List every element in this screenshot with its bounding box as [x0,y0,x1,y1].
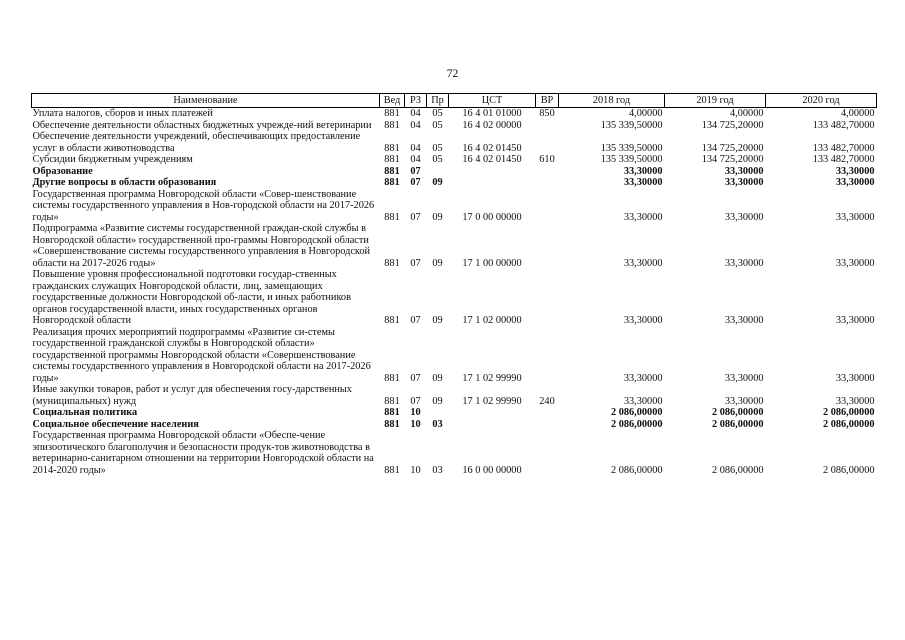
ved-cell: 881 [384,395,400,407]
table-row [32,131,877,154]
page-number: 72 [446,68,459,80]
ved-cell: 881 [384,142,400,154]
value-2019-cell: 33,30000 [724,257,764,269]
pr-cell: 03 [432,464,443,476]
value-2018-cell: 135 339,50000 [600,142,663,154]
cst-cell: 17 1 00 00000 [462,257,522,269]
value-2020-cell: 33,30000 [835,372,875,384]
pr-cell: 05 [432,108,443,119]
value-2019-cell: 33,30000 [724,315,764,326]
pr-cell [427,166,449,178]
ved-cell: 881 [384,211,400,223]
vr-cell [536,120,559,132]
value-2018-cell: 33,30000 [623,257,663,269]
pr-cell: 09 [432,177,443,188]
ved-cell: 881 [384,418,400,430]
ved-cell: 881 [384,315,400,326]
value-2018-cell: 33,30000 [623,177,663,188]
vr-cell [536,327,559,385]
value-2020-cell: 33,30000 [835,395,875,407]
ved-cell: 881 [384,119,400,131]
vr-cell [536,269,559,327]
row-name-cell: Другие вопросы в области образования [32,177,217,188]
ved-cell: 881 [384,108,400,119]
cst-cell: 16 4 02 00000 [462,119,522,131]
ved-cell: 881 [384,154,400,165]
table-row [32,269,877,327]
value-2020-cell: 133 482,70000 [812,142,875,154]
rz-cell: 04 [410,119,421,131]
row-name-cell: Иные закупки товаров, работ и услуг для обеспечения госу-дарственных (муниципальных) нужд [32,384,352,407]
column-header: 2020 год [766,94,877,108]
column-header: Вед [380,94,405,108]
row-name-cell: Государственная программа Новгородской области «Совер-шенствование системы государственного управления в Нов-городской области на 2017-2026 годы» [32,188,375,223]
value-2018-cell: 2 086,00000 [611,407,663,418]
value-2020-cell: 33,30000 [835,211,875,223]
value-2018-cell: 4,00000 [629,108,663,119]
value-2020-cell: 2 086,00000 [823,418,875,430]
cst-cell: 17 1 02 99990 [462,395,522,407]
value-2020-cell: 133 482,70000 [812,119,875,131]
rz-cell: 10 [410,418,421,430]
value-2020-cell: 33,30000 [835,165,875,177]
pr-cell: 09 [432,315,443,326]
vr-cell [536,166,559,178]
row-name-cell: Реализация прочих мероприятий подпрограммы «Развитие си-стемы государственной гражданской службы в Новгородской области» государственной программы Новгородской области «Совершенствование системы государственного управления в Новгородской области на 2017-2026 годы» [32,326,371,384]
value-2018-cell: 33,30000 [623,315,663,326]
rz-cell: 07 [410,257,421,269]
vr-cell: 240 [539,395,555,407]
value-2020-cell: 33,30000 [835,257,875,269]
cst-cell: 17 1 02 99990 [462,372,522,384]
value-2020-cell: 133 482,70000 [812,154,875,165]
value-2018-cell: 2 086,00000 [611,418,663,430]
column-header: Пр [427,94,449,108]
table-row [32,223,877,269]
rz-cell: 07 [410,372,421,384]
pr-cell [427,407,449,419]
row-name-cell: Обеспечение деятельности областных бюджетных учрежде-ний ветеринарии [32,119,372,131]
table-row [32,166,877,178]
vr-cell [536,177,559,189]
rz-cell: 07 [410,315,421,326]
vr-cell: 850 [539,108,555,119]
value-2019-cell: 4,00000 [730,108,764,119]
column-header: ВР [536,94,559,108]
value-2019-cell: 2 086,00000 [712,464,764,476]
table-row [32,108,877,120]
column-header: ЦСТ [449,94,536,108]
header-row [32,94,877,108]
table-row [32,177,877,189]
cst-cell: 17 0 00 00000 [462,211,522,223]
vr-cell: 610 [539,154,555,165]
value-2019-cell: 134 725,20000 [701,119,764,131]
pr-cell: 09 [432,372,443,384]
value-2019-cell: 134 725,20000 [701,142,764,154]
value-2018-cell: 33,30000 [623,395,663,407]
value-2020-cell: 2 086,00000 [823,464,875,476]
pr-cell: 05 [432,154,443,165]
value-2018-cell: 33,30000 [623,211,663,223]
table-row [32,120,877,132]
pr-cell: 03 [432,418,443,430]
row-name-cell: Субсидии бюджетным учреждениям [32,154,193,165]
row-name-cell: Социальная политика [32,407,138,418]
row-name-cell: Уплата налогов, сборов и иных платежей [32,108,213,119]
value-2018-cell: 33,30000 [623,372,663,384]
ved-cell: 881 [384,177,400,188]
pr-cell: 09 [432,257,443,269]
value-2018-cell: 135 339,50000 [600,119,663,131]
value-2020-cell: 4,00000 [841,108,875,119]
ved-cell: 881 [384,372,400,384]
cst-cell: 16 0 00 00000 [462,464,522,476]
cst-cell [449,407,536,419]
value-2018-cell: 2 086,00000 [611,464,663,476]
column-header: Наименование [32,94,380,108]
row-name-cell: Повышение уровня профессиональной подготовки государ-ственных гражданских служащих Новгородской области, лиц, замещающих государственные должности Новгородской об-ласти, и иных работников органов государственной власти, иных государственных органов Новгородской области [32,269,351,326]
value-2019-cell: 33,30000 [724,372,764,384]
cst-cell: 17 1 02 00000 [462,315,522,326]
value-2019-cell: 33,30000 [724,211,764,223]
value-2020-cell: 33,30000 [835,315,875,326]
vr-cell [536,223,559,269]
ved-cell: 881 [384,257,400,269]
value-2019-cell: 33,30000 [724,177,764,188]
vr-cell [536,407,559,419]
row-name-cell: Подпрограмма «Развитие системы государственной граждан-ской службы в Новгородской области» государственной про-граммы Новгородской области «Совершенствование системы государственного управления в Новгородской области на 2017-2026 годы» [32,223,371,269]
ved-cell: 881 [384,165,400,177]
rz-cell: 04 [410,142,421,154]
row-name-cell: Образование [32,165,93,177]
table-row [32,189,877,224]
value-2018-cell: 135 339,50000 [600,154,663,165]
row-name-cell: Государственная программа Новгородской области «Обеспе-чение эпизоотического благополучия и безопасности продук-тов животноводства в ветеринарно-санитарном отношении на территории Новгородской области на 2014-2020 годы» [32,430,374,476]
row-name-cell: Обеспечение деятельности учреждений, обеспечивающих предоставление услуг в области животноводства [32,131,361,154]
table-row [32,384,877,407]
rz-cell: 04 [410,154,421,165]
vr-cell [536,131,559,154]
column-header: РЗ [405,94,427,108]
pr-cell: 09 [432,211,443,223]
value-2019-cell: 2 086,00000 [712,407,764,418]
rz-cell: 07 [410,395,421,407]
table-row [32,327,877,385]
vr-cell [536,430,559,476]
column-header: 2018 год [559,94,665,108]
cst-cell: 16 4 02 01450 [462,154,522,165]
vr-cell [536,419,559,431]
rz-cell: 07 [410,177,421,188]
cst-cell: 16 4 02 01450 [462,142,522,154]
pr-cell: 05 [432,119,443,131]
row-name-cell: Социальное обеспечение населения [32,418,199,430]
rz-cell: 10 [410,464,421,476]
budget-table [31,93,877,476]
value-2019-cell: 33,30000 [724,165,764,177]
pr-cell: 05 [432,142,443,154]
value-2019-cell: 33,30000 [724,395,764,407]
ved-cell: 881 [384,464,400,476]
value-2020-cell: 2 086,00000 [823,407,875,418]
vr-cell [536,189,559,224]
rz-cell: 04 [410,108,421,119]
table-row [32,430,877,476]
rz-cell: 07 [410,211,421,223]
rz-cell: 07 [410,165,421,177]
value-2019-cell: 134 725,20000 [701,154,764,165]
cst-cell: 16 4 01 01000 [462,108,522,119]
value-2020-cell: 33,30000 [835,177,875,188]
column-header: 2019 год [665,94,766,108]
pr-cell: 09 [432,395,443,407]
cst-cell [449,177,536,189]
ved-cell: 881 [384,407,400,418]
table-row [32,407,877,419]
value-2018-cell: 33,30000 [623,165,663,177]
rz-cell: 10 [410,407,421,418]
value-2019-cell: 2 086,00000 [712,418,764,430]
cst-cell [449,419,536,431]
table-row [32,154,877,166]
table-row [32,419,877,431]
table-body [32,108,877,477]
cst-cell [449,166,536,178]
